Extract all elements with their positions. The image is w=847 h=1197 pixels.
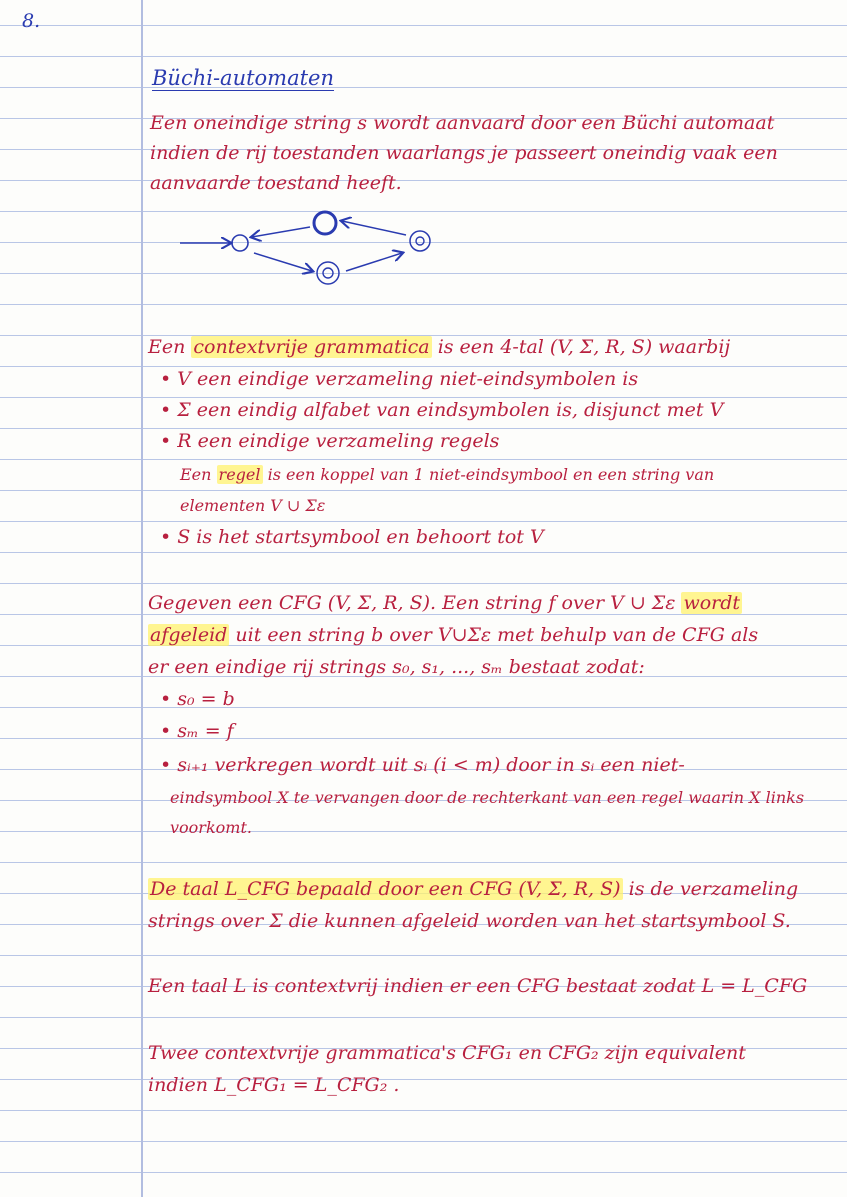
transition-bottom-to-right — [346, 253, 402, 271]
highlight-afgeleid: afgeleid — [150, 624, 228, 646]
buchi-line-2: indien de rij toestanden waarlangs je passeert oneindig vaak een — [150, 142, 778, 164]
state-accept-bottom — [317, 262, 339, 284]
language-line-2: strings over Σ die kunnen afgeleid worden van het startsymbool S. — [148, 910, 791, 932]
highlight-regel: regel — [218, 465, 261, 484]
derivation-line-2: afgeleid uit een string b over V∪Σε met behulp van de CFG als — [150, 624, 759, 646]
rule-definition-line-2: elementen V ∪ Σε — [180, 496, 326, 515]
contextfree-line: Een taal L is contextvrij indien er een CFG bestaat zodat L = L_CFG — [148, 975, 808, 997]
derivation-line-3: er een eindige rij strings s₀, s₁, ..., sₘ bestaat zodat: — [148, 656, 645, 678]
cfg-bullet-sigma: • Σ een eindig alfabet van eindsymbolen is, disjunct met V — [160, 399, 724, 421]
derivation-line-1: Gegeven een CFG (V, Σ, R, S). Een string f over V ∪ Σε wordt — [148, 592, 741, 614]
equivalent-line-2: indien L_CFG₁ = L_CFG₂ . — [148, 1074, 400, 1096]
cfg-intro: Een contextvrije grammatica is een 4-tal (V, Σ, R, S) waarbij — [148, 336, 731, 358]
state-accept-right — [410, 231, 430, 251]
transition-right-to-top — [342, 221, 406, 235]
highlight-contextvrije-grammatica: contextvrije grammatica — [193, 336, 430, 358]
equivalent-line-1: Twee contextvrije grammatica's CFG₁ en CFG₂ zijn equivalent — [148, 1042, 746, 1064]
cfg-bullet-v: • V een eindige verzameling niet-eindsymbolen is — [160, 368, 639, 390]
language-line-1: De taal L_CFG bepaald door een CFG (V, Σ, R, S) is de verzameling — [150, 878, 799, 900]
derivation-item-2: • sₘ = f — [160, 720, 234, 742]
buchi-line-1: Een oneindige string s wordt aanvaard door een Büchi automaat — [150, 112, 775, 134]
derivation-item-3: • sᵢ₊₁ verkregen wordt uit sᵢ (i < m) door in sᵢ een niet- — [160, 754, 685, 776]
margin-line — [141, 0, 143, 1197]
section-title-buchi: Büchi-automaten — [152, 66, 335, 90]
buchi-automaton-diagram — [180, 205, 450, 295]
derivation-item-1: • s₀ = b — [160, 688, 235, 710]
page-number: 8. — [22, 10, 41, 32]
state-start — [232, 235, 248, 251]
buchi-line-3: aanvaarde toestand heeft. — [150, 172, 402, 194]
highlight-wordt: wordt — [683, 592, 741, 614]
highlight-de-taal: De taal L_CFG bepaald door een CFG (V, Σ, R, S) — [150, 878, 621, 900]
rule-definition: Een regel is een koppel van 1 niet-eindsymbool en een string van — [180, 465, 715, 484]
cfg-bullet-r: • R een eindige verzameling regels — [160, 430, 500, 452]
derivation-item-3-line-3: voorkomt. — [170, 818, 252, 837]
transition-start-to-bottom — [254, 253, 312, 271]
state-top — [314, 212, 336, 234]
transition-top-to-start — [252, 227, 310, 237]
derivation-item-3-line-2: eindsymbool X te vervangen door de rechterkant van een regel waarin X links — [170, 788, 805, 807]
cfg-bullet-s: • S is het startsymbool en behoort tot V — [160, 526, 544, 548]
